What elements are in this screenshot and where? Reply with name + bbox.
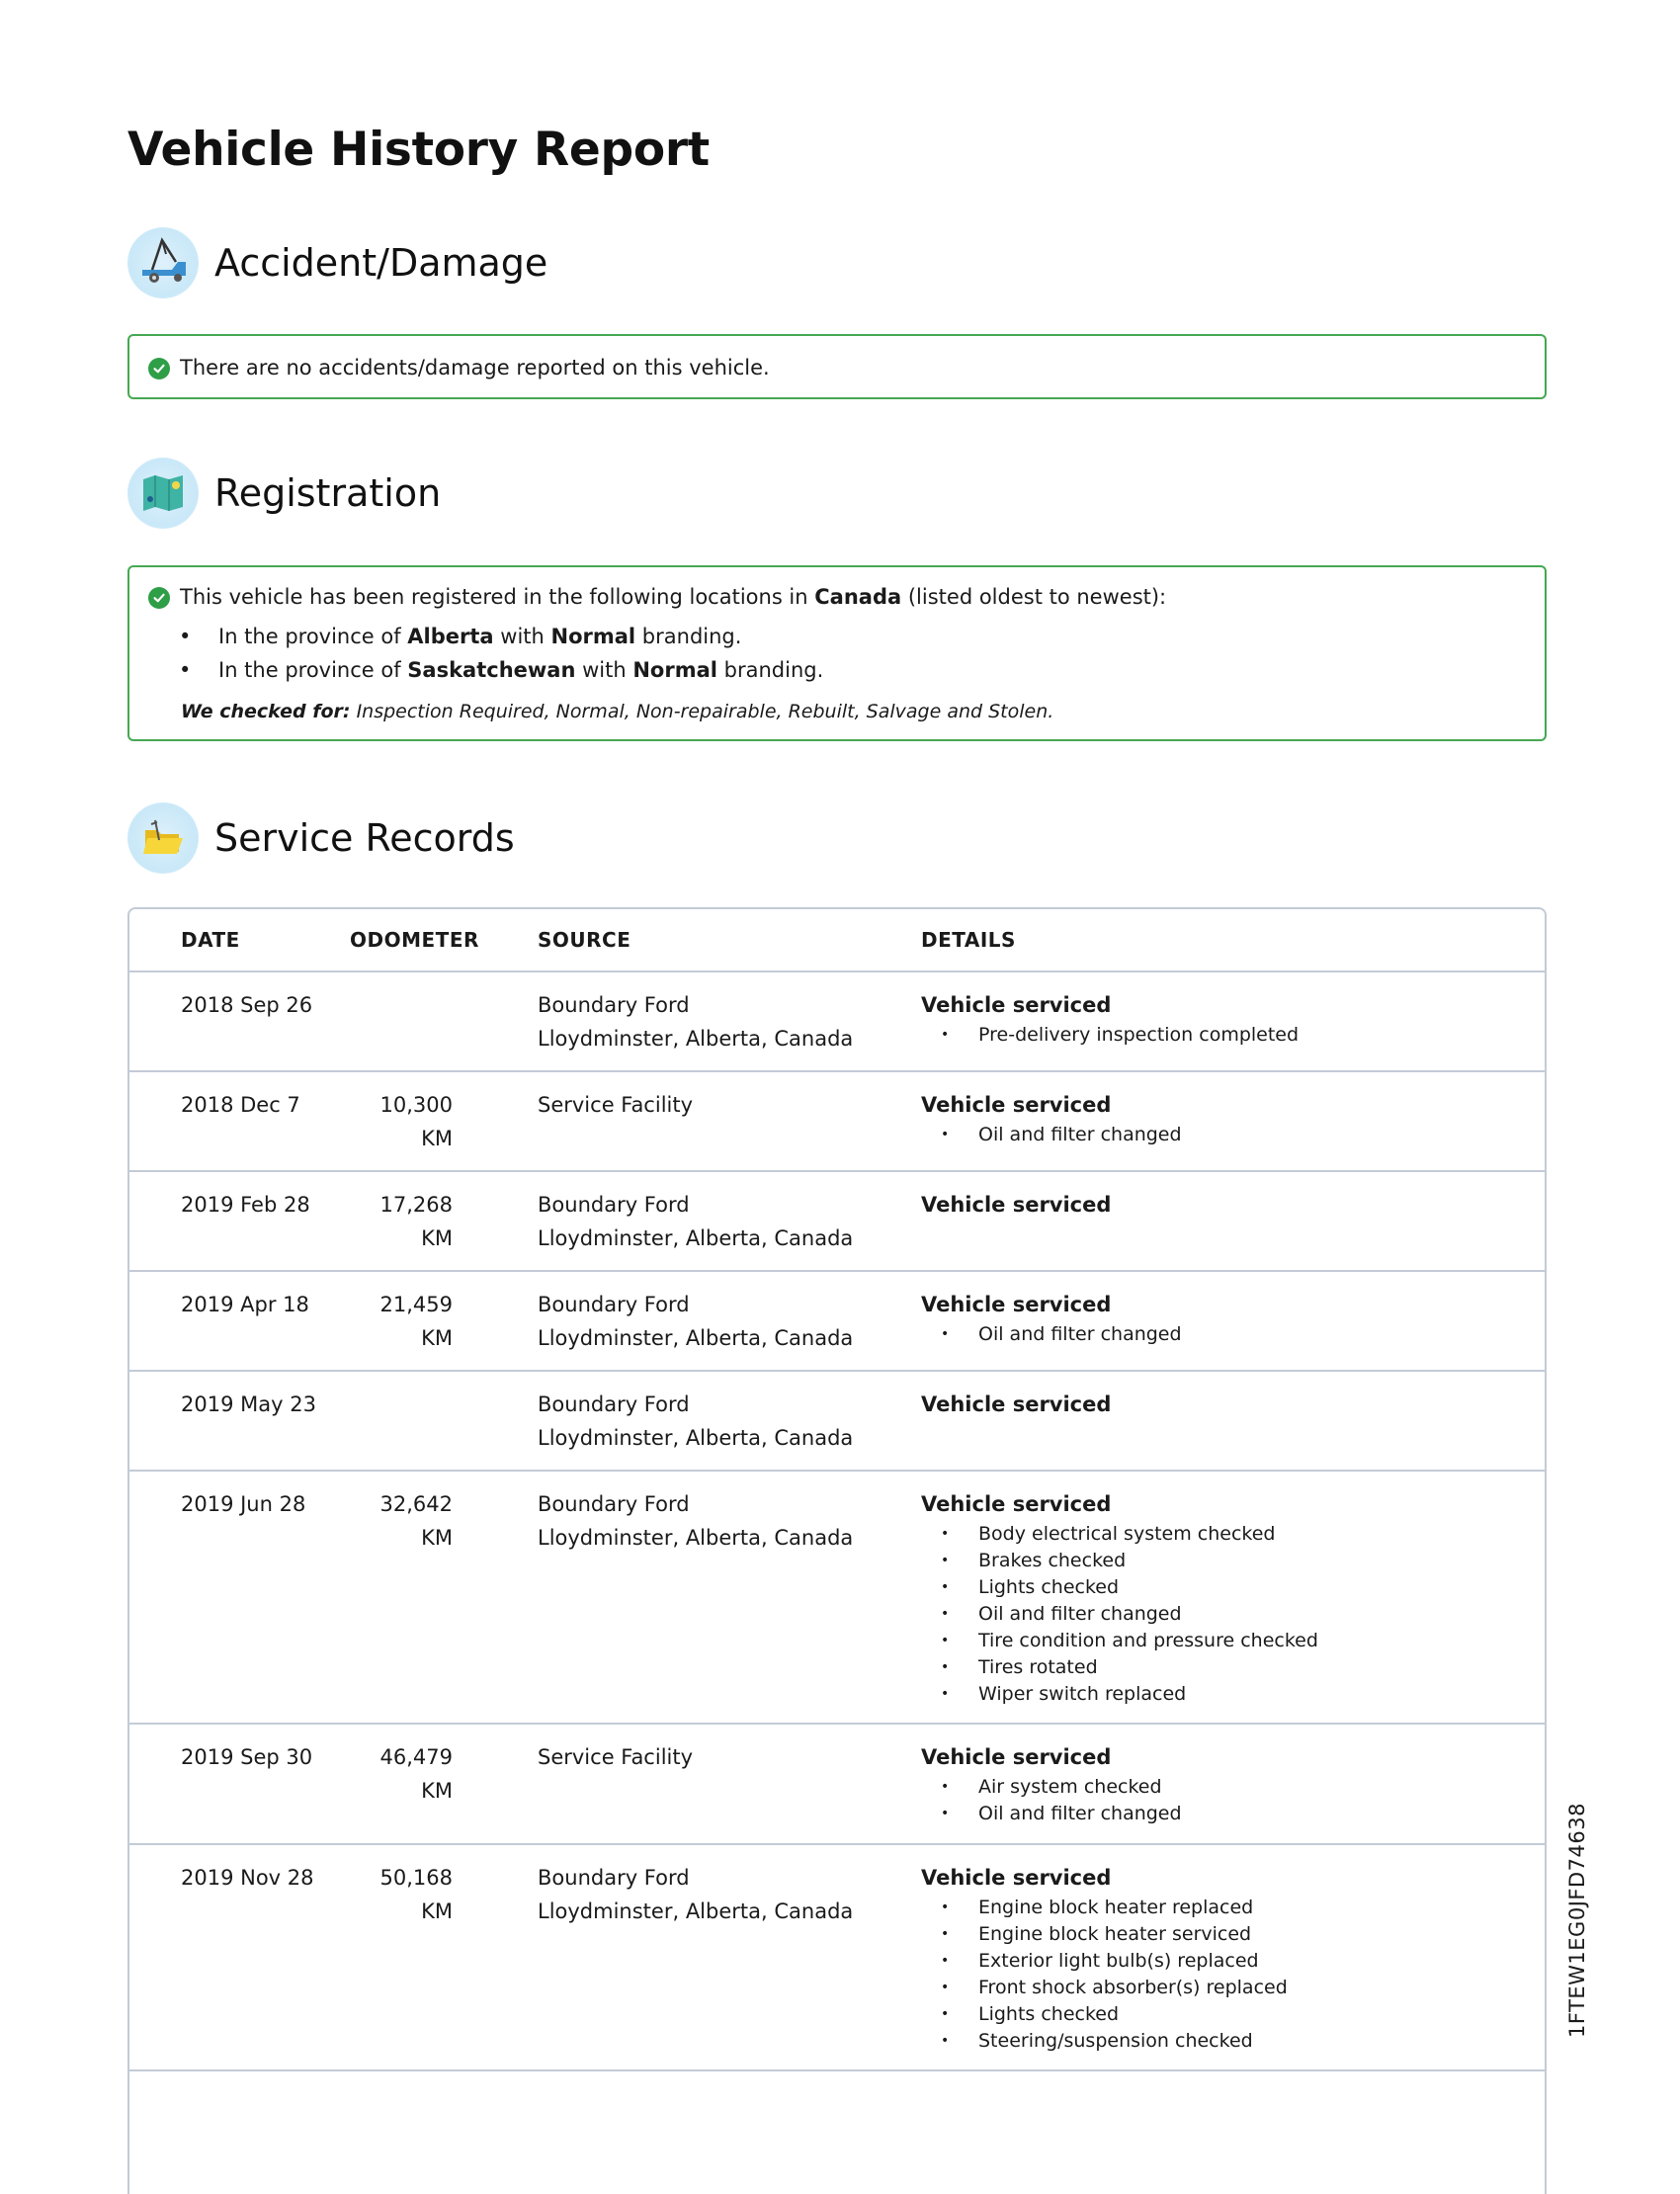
registration-heading: Registration bbox=[214, 471, 442, 515]
detail-item: • Oil and filter changed bbox=[921, 1601, 1545, 1628]
registration-intro bbox=[129, 567, 1545, 612]
row-odometer bbox=[350, 1388, 538, 1421]
source-line: Lloydminster, Alberta, Canada bbox=[538, 1426, 854, 1450]
tow-truck-icon bbox=[127, 227, 199, 298]
column-header-odometer: ODOMETER bbox=[350, 928, 479, 952]
page-title: Vehicle History Report bbox=[127, 123, 710, 177]
row-source bbox=[538, 1861, 921, 1928]
detail-item: • Body electrical system checked bbox=[921, 1521, 1545, 1548]
detail-title: Vehicle serviced bbox=[921, 1492, 1112, 1516]
accident-status-box bbox=[127, 334, 1547, 399]
row-details bbox=[921, 1188, 1545, 1222]
row-source bbox=[538, 1088, 921, 1122]
row-source bbox=[538, 1188, 921, 1255]
source-line: Boundary Ford bbox=[538, 1293, 690, 1316]
detail-list bbox=[921, 1022, 1545, 1049]
detail-item: • Pre-delivery inspection completed bbox=[921, 1022, 1545, 1049]
row-details bbox=[921, 1740, 1545, 1827]
row-date: 2018 Dec 7 bbox=[181, 1093, 300, 1117]
row-odometer: 50,168 KM bbox=[379, 1866, 453, 1923]
detail-list bbox=[921, 1895, 1545, 2055]
row-date: 2019 Sep 30 bbox=[181, 1745, 313, 1769]
source-line: Boundary Ford bbox=[538, 1193, 690, 1217]
registration-status-box bbox=[127, 565, 1547, 741]
source-line: Boundary Ford bbox=[538, 1392, 690, 1416]
check-circle-icon bbox=[148, 358, 170, 380]
detail-title: Vehicle serviced bbox=[921, 1093, 1112, 1117]
row-odometer: 32,642 KM bbox=[379, 1492, 453, 1550]
detail-title: Vehicle serviced bbox=[921, 1745, 1112, 1769]
detail-item: • Tires rotated bbox=[921, 1654, 1545, 1681]
detail-item: • Brakes checked bbox=[921, 1548, 1545, 1574]
row-source bbox=[538, 1487, 921, 1555]
row-source bbox=[538, 988, 921, 1055]
source-line: Service Facility bbox=[538, 1093, 694, 1117]
detail-item: • Front shock absorber(s) replaced bbox=[921, 1975, 1545, 2001]
detail-title: Vehicle serviced bbox=[921, 1866, 1112, 1890]
accident-status-line bbox=[129, 336, 1545, 382]
row-details bbox=[921, 1388, 1545, 1421]
detail-item: • Oil and filter changed bbox=[921, 1122, 1545, 1148]
map-icon bbox=[127, 458, 199, 529]
detail-list bbox=[921, 1122, 1545, 1148]
accident-heading: Accident/Damage bbox=[214, 241, 548, 285]
accident-section-header bbox=[127, 227, 547, 298]
source-line: Lloydminster, Alberta, Canada bbox=[538, 1326, 854, 1350]
row-date: 2019 Nov 28 bbox=[181, 1866, 314, 1890]
row-date: 2019 Jun 28 bbox=[181, 1492, 306, 1516]
row-source bbox=[538, 1740, 921, 1774]
registration-intro-text: This vehicle has been registered in the following locations in bbox=[180, 585, 815, 609]
detail-item: • Engine block heater serviced bbox=[921, 1921, 1545, 1948]
source-line: Lloydminster, Alberta, Canada bbox=[538, 1526, 854, 1550]
row-date: 2019 Feb 28 bbox=[181, 1193, 310, 1217]
checked-for-note bbox=[129, 701, 1545, 722]
table-row bbox=[129, 1845, 1545, 2071]
table-header bbox=[129, 909, 1545, 972]
row-source bbox=[538, 1288, 921, 1355]
detail-list bbox=[921, 1774, 1545, 1827]
table-row bbox=[129, 1472, 1545, 1725]
detail-title: Vehicle serviced bbox=[921, 1392, 1112, 1416]
detail-list bbox=[921, 1521, 1545, 1708]
row-odometer: 10,300 KM bbox=[379, 1093, 453, 1150]
checked-for-label: We checked for: bbox=[181, 701, 351, 722]
service-section-header bbox=[127, 802, 515, 874]
detail-item: • Wiper switch replaced bbox=[921, 1681, 1545, 1708]
row-details bbox=[921, 1288, 1545, 1348]
table-body bbox=[129, 972, 1545, 2071]
detail-title: Vehicle serviced bbox=[921, 993, 1112, 1017]
row-odometer bbox=[350, 988, 538, 1022]
detail-item: • Engine block heater replaced bbox=[921, 1895, 1545, 1921]
detail-item: • Steering/suspension checked bbox=[921, 2028, 1545, 2055]
detail-item: • Tire condition and pressure checked bbox=[921, 1628, 1545, 1654]
source-line: Lloydminster, Alberta, Canada bbox=[538, 1027, 854, 1051]
row-odometer: 46,479 KM bbox=[379, 1745, 453, 1803]
vin-label: 1FTEW1EG0JFD74638 bbox=[1565, 1803, 1589, 2038]
detail-title: Vehicle serviced bbox=[921, 1193, 1112, 1217]
source-line: Boundary Ford bbox=[538, 1866, 690, 1890]
registration-section-header bbox=[127, 458, 441, 529]
row-details bbox=[921, 1088, 1545, 1148]
registration-list bbox=[129, 620, 1545, 687]
check-circle-icon bbox=[148, 587, 170, 609]
registration-item: • In the province of Saskatchewan with Normal branding. bbox=[129, 653, 1545, 687]
service-records-table bbox=[127, 907, 1547, 2194]
detail-item: • Oil and filter changed bbox=[921, 1801, 1545, 1827]
row-date: 2018 Sep 26 bbox=[181, 993, 313, 1017]
source-line: Lloydminster, Alberta, Canada bbox=[538, 1899, 854, 1923]
table-row bbox=[129, 1272, 1545, 1372]
table-row bbox=[129, 1172, 1545, 1272]
source-line: Lloydminster, Alberta, Canada bbox=[538, 1226, 854, 1250]
row-source bbox=[538, 1388, 921, 1455]
accident-message: There are no accidents/damage reported on this vehicle. bbox=[180, 356, 770, 380]
table-row bbox=[129, 1725, 1545, 1845]
detail-item: • Lights checked bbox=[921, 2001, 1545, 2028]
detail-item: • Oil and filter changed bbox=[921, 1321, 1545, 1348]
registration-country: Canada bbox=[814, 585, 902, 609]
registration-item: • In the province of Alberta with Normal branding. bbox=[129, 620, 1545, 653]
detail-item: • Air system checked bbox=[921, 1774, 1545, 1801]
column-header-details: DETAILS bbox=[921, 928, 1016, 952]
table-row bbox=[129, 972, 1545, 1072]
row-odometer: 21,459 KM bbox=[379, 1293, 453, 1350]
source-line: Service Facility bbox=[538, 1745, 694, 1769]
row-date: 2019 May 23 bbox=[181, 1392, 316, 1416]
row-details bbox=[921, 1861, 1545, 2055]
service-heading: Service Records bbox=[214, 816, 515, 860]
registration-intro-suffix: (listed oldest to newest): bbox=[901, 585, 1167, 609]
detail-item: • Lights checked bbox=[921, 1574, 1545, 1601]
row-odometer: 17,268 KM bbox=[379, 1193, 453, 1250]
table-row bbox=[129, 1372, 1545, 1472]
detail-list bbox=[921, 1321, 1545, 1348]
folder-icon bbox=[127, 802, 199, 874]
detail-title: Vehicle serviced bbox=[921, 1293, 1112, 1316]
checked-for-list: Inspection Required, Normal, Non-repairable, Rebuilt, Salvage and Stolen. bbox=[350, 701, 1054, 722]
row-details bbox=[921, 1487, 1545, 1708]
row-date: 2019 Apr 18 bbox=[181, 1293, 309, 1316]
source-line: Boundary Ford bbox=[538, 993, 690, 1017]
table-row bbox=[129, 1072, 1545, 1172]
column-header-source: SOURCE bbox=[538, 928, 631, 952]
report-page bbox=[127, 119, 1547, 2052]
row-details bbox=[921, 988, 1545, 1049]
detail-item: • Exterior light bulb(s) replaced bbox=[921, 1948, 1545, 1975]
column-header-date: DATE bbox=[181, 928, 240, 952]
source-line: Boundary Ford bbox=[538, 1492, 690, 1516]
